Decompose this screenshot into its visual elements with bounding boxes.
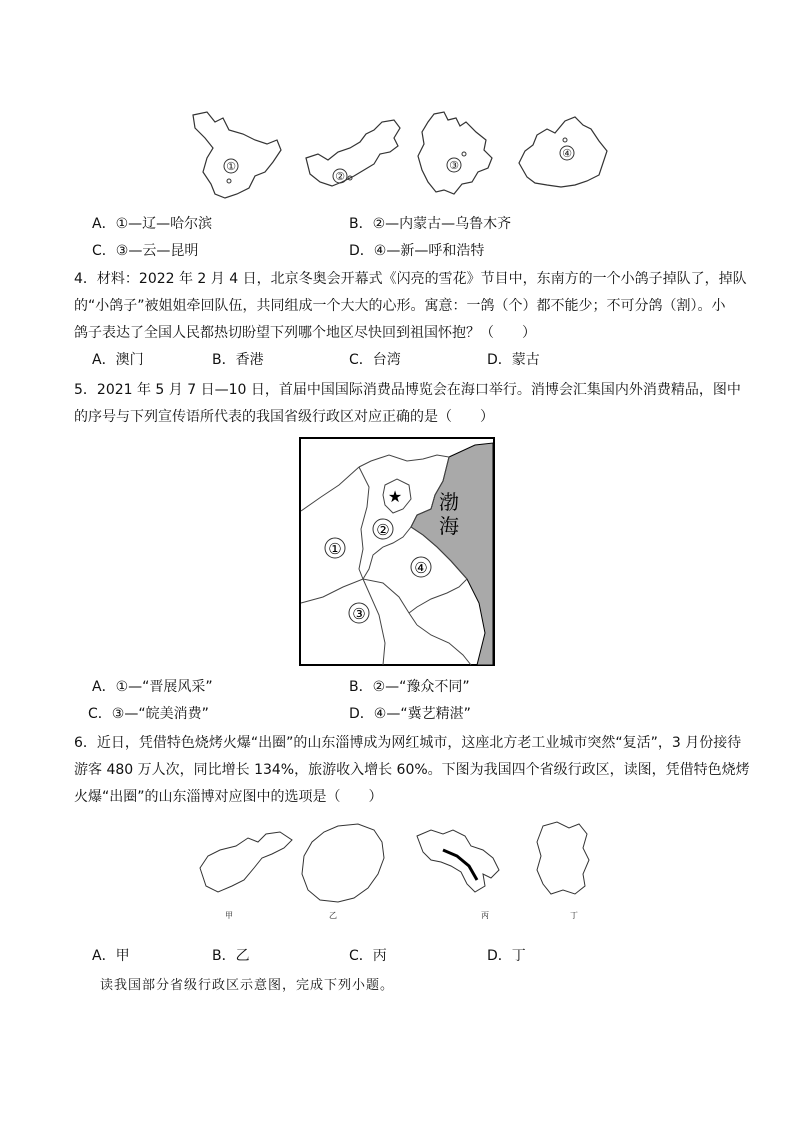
q6-stem-line3: 火爆“出圈”的山东淄博对应图中的选项是（ ） [74,789,383,805]
caption-bing: 丙 [481,911,489,920]
xinjiang-outline [515,115,610,190]
hainan-outline [298,822,388,904]
q6-option-a[interactable]: A．甲 [92,948,130,964]
section-instruction: 读我国部分省级行政区示意图，完成下列小题。 [100,978,395,993]
q5-stem-line2: 的序号与下列宣传语所代表的我国省级行政区对应正确的是（ ） [74,409,494,425]
q4-stem-line2: 的“小鸽子”被姐姐牵回队伍，共同组成一个大大的心形。寓意：一鸽（个）都不能少；不可分鸽（割）。小 [74,298,726,314]
q6-option-b[interactable]: B．乙 [212,948,250,964]
q5-option-c[interactable]: C．③—“皖美消费” [88,706,209,722]
q3-option-d[interactable]: D．④—新—呼和浩特 [349,243,485,259]
map-label-2: ② [335,170,345,183]
shandong-outline [196,828,296,896]
sea-label-hai: 海 [439,514,459,538]
sea-label-bo: 渤 [439,490,459,514]
hunan-outline [533,820,593,898]
q4-stem-line3: 鸽子表达了全国人民都热切盼望下列哪个地区尽快回到祖国怀抱？（ ） [74,325,536,341]
q3-option-b[interactable]: B．②—内蒙古—乌鲁木齐 [349,216,512,232]
beijing-star: ★ [387,487,403,506]
q5-option-b[interactable]: B．②—“豫众不同” [349,679,470,695]
q4-stem-line1: 4．材料：2022 年 2 月 4 日，北京冬奥会开幕式《闪亮的雪花》节目中，东南方的一个小鸽子掉队了，掉队 [74,271,747,287]
q4-option-d[interactable]: D．蒙古 [487,352,540,368]
q6-stem-line1: 6．近日，凭借特色烧烤火爆“出圈”的山东淄博成为网红城市，这座北方老工业城市突然“复活”，3 月份接待 [74,735,742,751]
q5-stem-line1: 5．2021 年 5 月 7 日—10 日，首届中国国际消费品博览会在海口举行。消博会汇集国内外消费精品，图中 [74,382,741,398]
map5-label-2: ② [376,521,390,539]
q4-option-a[interactable]: A．澳门 [92,352,144,368]
caption-ding: 丁 [570,911,578,920]
map-label-3: ③ [449,159,459,172]
map5-label-1: ① [328,540,342,558]
map5-label-4: ④ [414,559,428,577]
q3-option-a[interactable]: A．①—辽—哈尔滨 [92,216,213,232]
q4-option-b[interactable]: B．香港 [212,352,264,368]
map-label-1: ① [226,160,236,173]
ningxia-outline [413,826,503,896]
yunnan-outline [414,110,496,200]
north-china-map [299,437,495,666]
q5-option-d[interactable]: D．④—“冀艺精湛” [349,706,471,722]
q6-option-c[interactable]: C．丙 [349,948,387,964]
q4-option-c[interactable]: C．台湾 [349,352,401,368]
caption-yi: 乙 [329,911,337,920]
map-label-4: ④ [562,147,572,160]
q6-stem-line2: 游客 480 万人次，同比增长 134%，旅游收入增长 60%。下图为我国四个省级行政区，读图，凭借特色烧烤 [74,762,750,778]
q6-option-d[interactable]: D．丁 [487,948,526,964]
q5-option-a[interactable]: A．①—“晋展风采” [92,679,213,695]
map5-label-3: ③ [352,605,366,623]
heilongjiang-outline [185,110,285,200]
caption-jia: 甲 [225,911,233,920]
q3-option-c[interactable]: C．③—云—昆明 [92,243,199,259]
neimenggu-outline [302,118,412,190]
